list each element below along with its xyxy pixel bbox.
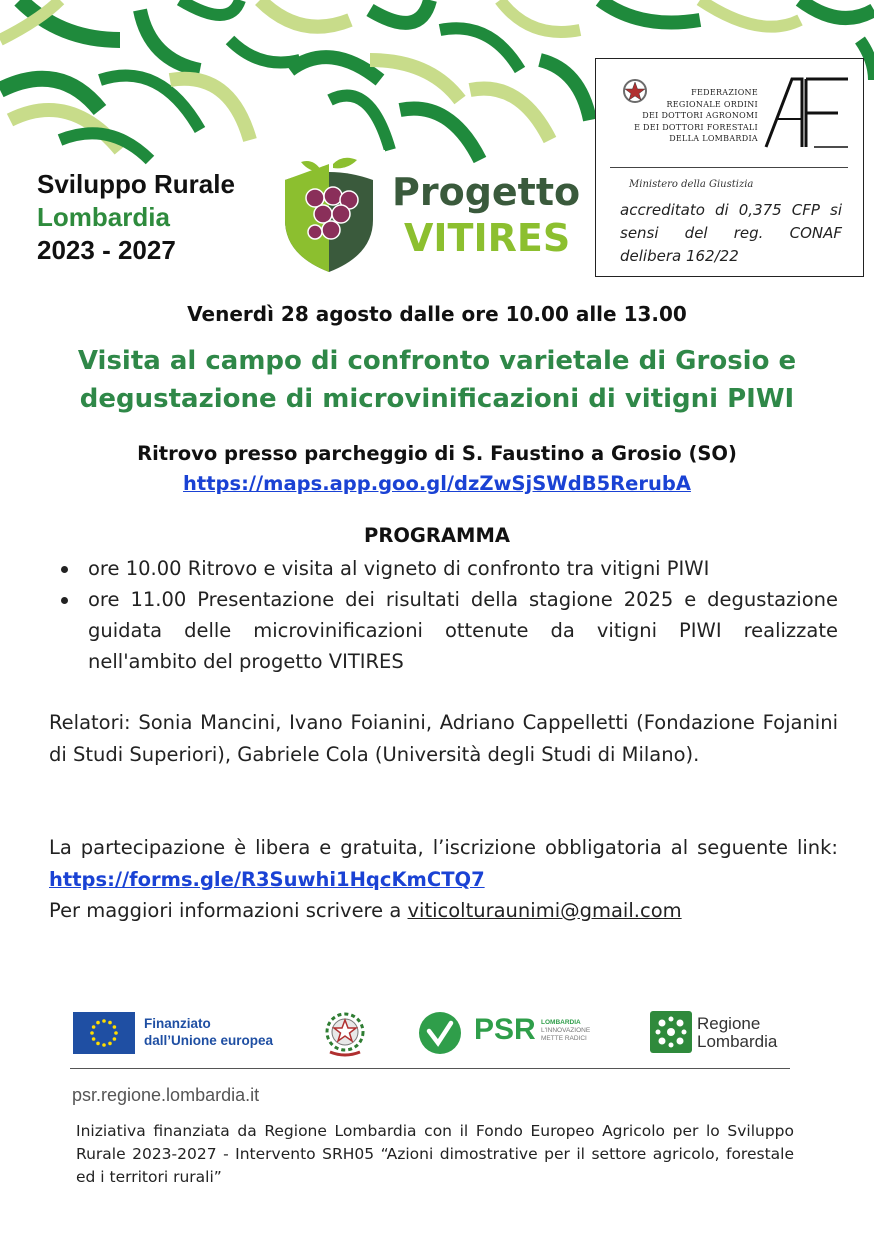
org-line: DEI DOTTORI AGRONOMI: [642, 111, 758, 120]
conaf-accreditation-box: [595, 58, 864, 277]
relatori-paragraph: Relatori: Sonia Mancini, Ivano Foianini, Adriano Cappelletti (Fondazione Fojanini di Studi Superiori), Gabriele Cola (Università degli Studi di Milano).: [49, 711, 838, 766]
programma-item: [58, 584, 838, 677]
maps-link[interactable]: https://maps.app.goo.gl/dzZwSjSWdB5RerubA: [183, 472, 691, 495]
progetto-title: Progetto: [392, 170, 581, 214]
conaf-org-name: [604, 87, 758, 145]
sviluppo-line3: 2023 - 2027: [37, 235, 176, 265]
eu-funding-label: [144, 1015, 273, 1049]
af-monogram-logo: [762, 73, 852, 153]
vitires-logo: [273, 150, 385, 278]
grape-shield-icon: [273, 150, 385, 278]
eu-flag-icon: [73, 1012, 135, 1054]
eu-line1: Finanziato: [144, 1016, 211, 1031]
org-line: REGIONALE ORDINI: [666, 99, 758, 109]
org-line: E DEI DOTTORI FORESTALI: [634, 122, 758, 132]
org-line: DELLA LOMBARDIA: [669, 134, 758, 143]
eu-line2: dall’Unione europea: [144, 1033, 274, 1048]
programma-item-text: ore 11.00 Presentazione dei risultati della stagione 2025 e degustazione guidata delle microvinificazioni ottenute da vitigni PIWI realizzate nell'ambito del progetto VITIRES: [88, 588, 838, 673]
sviluppo-line2: Lombardia: [37, 202, 170, 232]
iscrizione-paragraph: [49, 832, 838, 927]
programma-item-text: ore 10.00 Ritrovo e visita al vigneto di confronto tra vitigni PIWI: [88, 557, 710, 580]
regione-line2: Lombardia: [697, 1032, 778, 1051]
funding-note: Iniziativa finanziata da Regione Lombardia con il Fondo Europeo Agricolo per lo Sviluppo Rurale 2023-2027 - Intervento SRH05 “Azioni dimostrative per il settore agricolo, forestale ed i territori rurali”: [76, 1122, 794, 1186]
ministero-label: Ministero della Giustizia: [629, 179, 754, 190]
bullet-icon: [61, 566, 68, 573]
event-title-line1: Visita al campo di confronto varietale di Grosio e: [77, 346, 797, 376]
conaf-divider: [610, 167, 848, 168]
org-line: FEDERAZIONE: [691, 88, 758, 97]
meeting-point: Ritrovo presso parcheggio di S. Faustino a Grosio (SO): [137, 442, 737, 465]
psr-website[interactable]: psr.regione.lombardia.it: [72, 1085, 260, 1105]
programma-list: [58, 553, 838, 677]
info-text: Per maggiori informazioni scrivere a: [49, 899, 408, 922]
event-date: Venerdì 28 agosto dalle ore 10.00 alle 13.00: [187, 302, 687, 326]
psr-tagline: [541, 1019, 590, 1043]
psr-small2: L'INNOVAZIONE: [541, 1027, 591, 1034]
regione-lombardia-icon: [650, 1011, 692, 1053]
eu-stars-icon: [73, 1012, 135, 1054]
programma-item: [58, 553, 838, 584]
iscrizione-text: La partecipazione è libera e gratuita, l’iscrizione obbligatoria al seguente link:: [49, 836, 838, 859]
bullet-icon: [61, 597, 68, 604]
regione-lombardia-label: [697, 1015, 777, 1051]
event-title: [40, 342, 834, 418]
sviluppo-line1: Sviluppo Rurale: [37, 169, 235, 199]
footer-divider: [70, 1068, 790, 1069]
registration-link[interactable]: https://forms.gle/R3Suwhi1HqcKmCTQ7: [49, 867, 485, 891]
event-title-line2: degustazione di microvinificazioni di vitigni PIWI: [79, 384, 795, 414]
italian-republic-emblem-icon: [322, 1008, 368, 1058]
psr-small1: LOMBARDIA: [541, 1019, 581, 1026]
psr-small3: METTE RADICI: [541, 1035, 587, 1042]
psr-label: PSR: [474, 1013, 536, 1046]
regione-line1: Regione: [697, 1014, 761, 1033]
vitires-title: VITIRES: [404, 216, 571, 260]
sviluppo-rurale-logo: [37, 168, 235, 267]
psr-check-icon: [418, 1011, 462, 1055]
programma-heading: PROGRAMMA: [364, 524, 510, 547]
contact-email-link[interactable]: viticolturaunimi@gmail.com: [407, 899, 682, 922]
cfp-accreditation-text: accreditato di 0,375 CFP si sensi del reg. CONAF delibera 162/22: [620, 201, 842, 265]
